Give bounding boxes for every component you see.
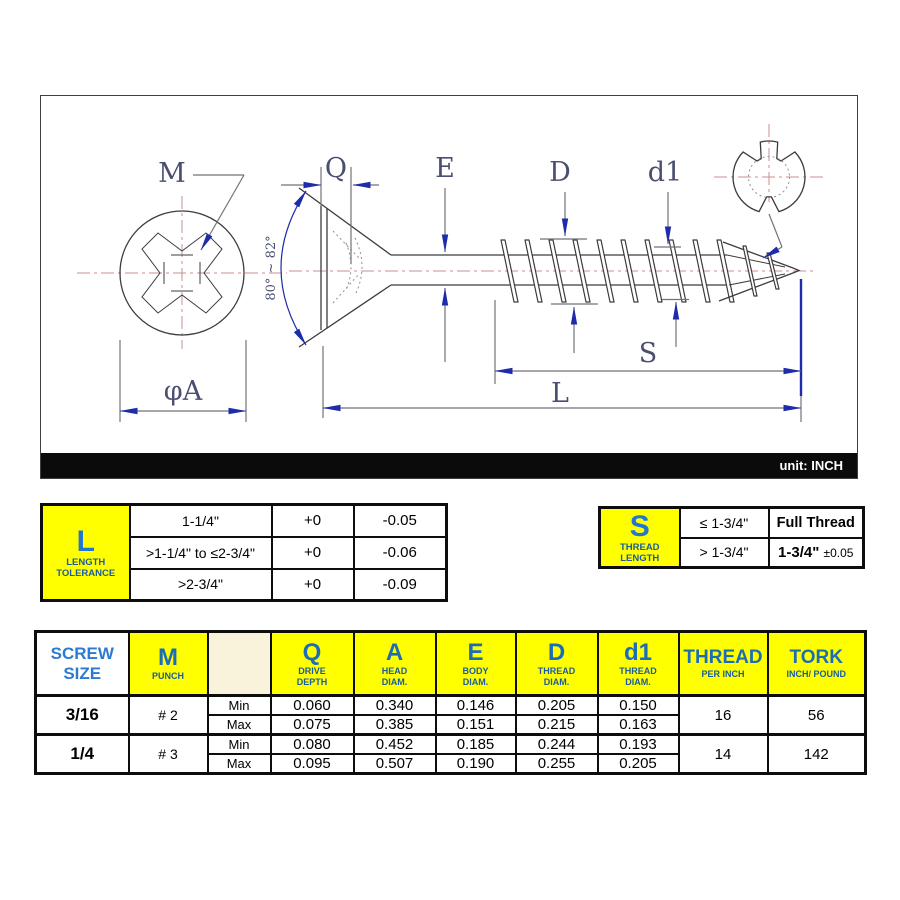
header-text: Q: [302, 639, 322, 666]
table-cell: [769, 538, 864, 568]
header-m-punch: [129, 632, 208, 696]
spec-cell: 0.244: [516, 735, 598, 755]
table-cell: -0.05: [354, 505, 447, 537]
tip-end-view: [714, 124, 824, 258]
thread-length-tolerance: ±0.05: [823, 545, 854, 560]
header-text: INCH/ POUND: [786, 669, 846, 680]
max-label: Max: [208, 715, 271, 735]
technical-drawing-box: [40, 95, 858, 479]
table-cell: >1-1/4" to ≤2-3/4": [130, 537, 272, 569]
header-text: D: [547, 639, 566, 666]
screw-technical-drawing: [41, 96, 856, 452]
screw-size-value: 1/4: [36, 735, 129, 774]
table-cell: > 1-3/4": [680, 538, 769, 568]
table-cell: 1-1/4": [130, 505, 272, 537]
header-text: DIAM.: [381, 676, 408, 687]
header-text: d1: [623, 639, 652, 666]
screw-side-view: [264, 153, 813, 422]
header-text: THREAD: [619, 666, 657, 676]
header-d1-thread-diam: [598, 632, 679, 696]
label-e: E: [435, 153, 455, 184]
header-text: TORK: [789, 647, 843, 669]
header-text: THREAD: [683, 647, 763, 669]
header-text: DIAM.: [543, 676, 570, 687]
label-phi-a: φA: [163, 376, 203, 407]
header-d-thread-diam: [516, 632, 598, 696]
s-symbol-cell: [600, 508, 680, 568]
header-e-body-diam: [436, 632, 516, 696]
spec-cell: 0.190: [436, 754, 516, 774]
spec-cell: 0.163: [598, 715, 679, 735]
header-text: A: [385, 639, 404, 666]
table-cell: +0: [272, 537, 354, 569]
header-text: DIAM.: [625, 676, 651, 687]
spec-cell: 0.151: [436, 715, 516, 735]
header-text: HEAD: [381, 666, 408, 676]
table-cell: +0: [272, 569, 354, 601]
label-head-angle: 80° ~ 82°: [264, 235, 279, 301]
label-l: L: [551, 378, 569, 409]
spec-cell: 0.080: [271, 735, 354, 755]
label-m: M: [158, 158, 186, 189]
label-d: D: [549, 157, 571, 188]
tork-value: 56: [768, 696, 866, 735]
header-text: M: [158, 644, 178, 672]
min-label: Min: [208, 696, 271, 716]
spec-cell: 0.185: [436, 735, 516, 755]
unit-label: unit: INCH: [41, 453, 857, 478]
header-q-drive-depth: [271, 632, 354, 696]
spec-cell: 0.095: [271, 754, 354, 774]
tork-value: 142: [768, 735, 866, 774]
header-text: E: [467, 639, 484, 666]
s-caption: THREAD: [619, 541, 660, 553]
header-text: PER INCH: [701, 669, 745, 680]
spec-cell: 0.060: [271, 696, 354, 716]
spec-cell: 0.150: [598, 696, 679, 716]
spec-cell: 0.075: [271, 715, 354, 735]
thread-length-value: 1-3/4": [778, 543, 820, 561]
spec-cell: 0.452: [354, 735, 436, 755]
thread-length-table: [598, 506, 865, 569]
table-cell: -0.06: [354, 537, 447, 569]
header-screw-size: [36, 632, 129, 696]
table-cell: -0.09: [354, 569, 447, 601]
s-symbol: S: [629, 509, 650, 543]
header-text: THREAD: [537, 666, 576, 676]
header-tork: [768, 632, 866, 696]
header-text: SCREW: [50, 643, 114, 663]
table-cell: +0: [272, 505, 354, 537]
screw-size-value: 3/16: [36, 696, 129, 735]
max-label: Max: [208, 754, 271, 774]
header-thread-per-inch: [679, 632, 768, 696]
l-caption: TOLERANCE: [56, 567, 116, 579]
spec-cell: 0.255: [516, 754, 598, 774]
punch-value: # 3: [129, 735, 208, 774]
spec-cell: 0.507: [354, 754, 436, 774]
min-label: Min: [208, 735, 271, 755]
length-tolerance-table: [40, 503, 448, 602]
l-symbol: L: [76, 524, 95, 558]
punch-value: # 2: [129, 696, 208, 735]
header-text: DRIVE: [298, 666, 326, 676]
spec-cell: 0.205: [598, 754, 679, 774]
label-d1: d1: [647, 157, 683, 188]
s-caption: LENGTH: [620, 552, 660, 564]
header-a-head-diam: [354, 632, 436, 696]
spec-cell: 0.215: [516, 715, 598, 735]
spec-cell: 0.193: [598, 735, 679, 755]
l-caption: LENGTH: [66, 556, 106, 568]
thread-per-inch-value: 16: [679, 696, 768, 735]
label-q: Q: [324, 153, 348, 184]
header-text: SIZE: [63, 663, 102, 683]
label-s: S: [638, 338, 658, 369]
spec-cell: 0.385: [354, 715, 436, 735]
spec-cell: 0.146: [436, 696, 516, 716]
header-text: DEPTH: [296, 676, 328, 687]
table-cell: ≤ 1-3/4": [680, 508, 769, 538]
header-text: DIAM.: [462, 676, 489, 687]
spec-cell: 0.205: [516, 696, 598, 716]
thread-per-inch-value: 14: [679, 735, 768, 774]
header-text: BODY: [462, 666, 489, 676]
l-symbol-cell: [42, 505, 130, 601]
table-cell: >2-3/4": [130, 569, 272, 601]
screw-spec-table: [34, 630, 867, 775]
table-cell: Full Thread: [769, 508, 864, 538]
spec-cell: 0.340: [354, 696, 436, 716]
screw-head-front-view: [77, 158, 287, 422]
header-text: PUNCH: [151, 671, 184, 682]
header-minmax-blank: [208, 632, 271, 696]
